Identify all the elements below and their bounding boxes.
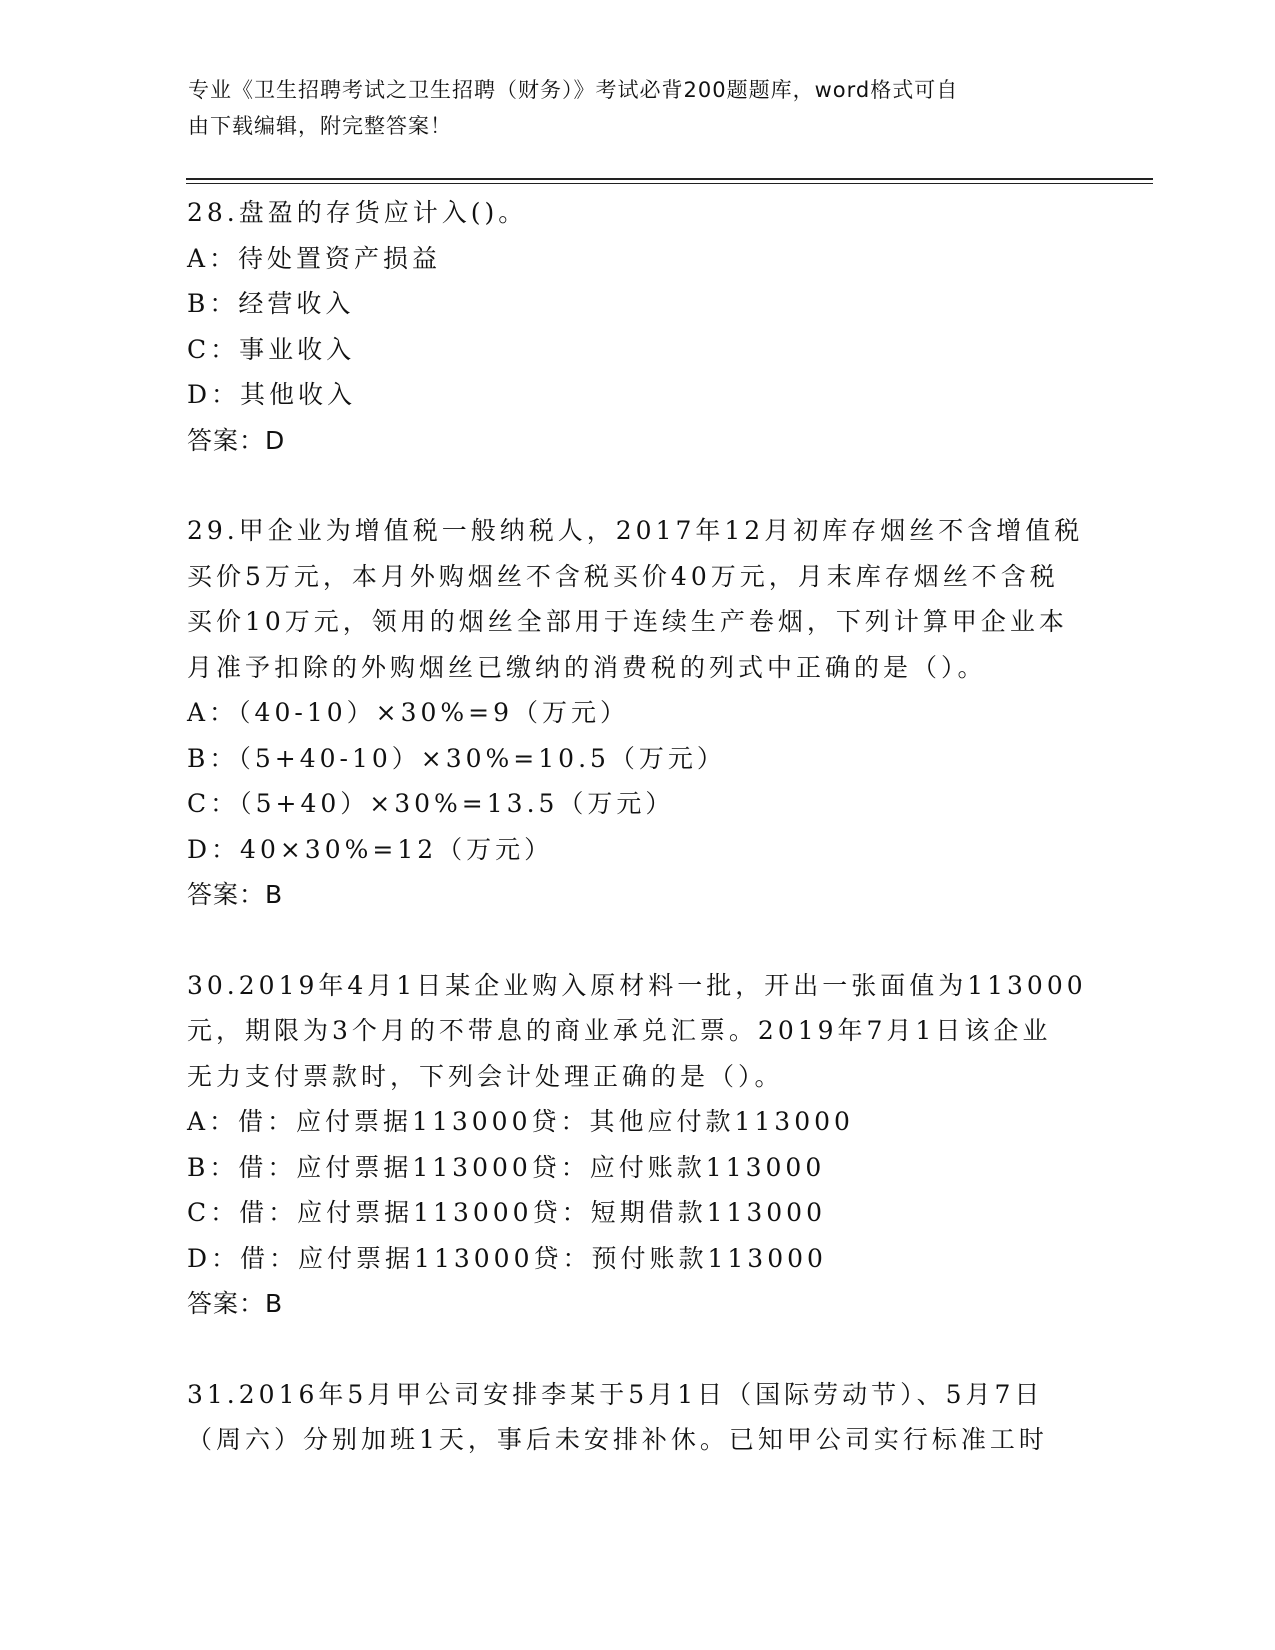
option-d: D：40×30%=12（万元） — [187, 834, 554, 864]
option-b: B：（5+40-10）×30%=10.5（万元） — [187, 743, 726, 773]
question-stem: 31.2016年5月甲公司安排李某于5月1日（国际劳动节）、5月7日 — [187, 1379, 1044, 1409]
question-spacer — [187, 463, 1087, 508]
option-c: C：事业收入 — [187, 334, 356, 364]
question-stem: 月准予扣除的外购烟丝已缴纳的消费税的列式中正确的是（）。 — [187, 652, 987, 682]
option-d: D：其他收入 — [187, 380, 357, 409]
question-stem: 29.甲企业为增值税一般纳税人，2017年12月初库存烟丝不含增值税 — [187, 516, 1084, 545]
question-stem: 元，期限为3个月的不带息的商业承兑汇票。2019年7月1日该企业 — [187, 1016, 1052, 1045]
question-29 — [187, 508, 1087, 918]
document-header — [188, 72, 1068, 144]
option-b: B：借：应付票据113000贷：应付账款113000 — [187, 1152, 826, 1182]
option-a: A：（40-10）×30%=9（万元） — [187, 698, 629, 727]
option-a: A：待处置资产损益 — [187, 243, 442, 273]
question-28 — [187, 190, 1087, 463]
answer-label: 答案：D — [187, 425, 286, 455]
question-spacer — [187, 918, 1087, 963]
question-stem: 买价5万元，本月外购烟丝不含税买价40万元，月末库存烟丝不含税 — [187, 561, 1059, 591]
header-divider-thin — [186, 183, 1153, 184]
answer-label: 答案：B — [187, 1289, 284, 1318]
header-divider-thick — [186, 178, 1153, 180]
option-d: D：借：应付票据113000贷：预付账款113000 — [187, 1243, 827, 1273]
question-stem: （周六）分别加班1天，事后未安排补休。已知甲公司实行标准工时 — [187, 1425, 1048, 1454]
option-c: C：（5+40）×30%=13.5（万元） — [187, 789, 675, 818]
question-list — [187, 190, 1087, 1463]
question-stem: 30.2019年4月1日某企业购入原材料一批，开出一张面值为113000 — [187, 970, 1087, 1000]
question-31 — [187, 1372, 1087, 1463]
question-stem: 买价10万元，领用的烟丝全部用于连续生产卷烟，下列计算甲企业本 — [187, 607, 1068, 636]
question-30 — [187, 963, 1087, 1327]
header-line-2: 由下载编辑，附完整答案！ — [188, 114, 452, 138]
option-a: A：借：应付票据113000贷：其他应付款113000 — [187, 1107, 854, 1136]
question-spacer — [187, 1327, 1087, 1372]
option-c: C：借：应付票据113000贷：短期借款113000 — [187, 1198, 826, 1227]
option-b: B：经营收入 — [187, 289, 355, 318]
question-stem: 28.盘盈的存货应计入()。 — [187, 198, 528, 227]
answer-label: 答案：B — [187, 880, 284, 909]
question-stem: 无力支付票款时，下列会计处理正确的是（）。 — [187, 1061, 784, 1091]
header-line-1: 专业《卫生招聘考试之卫生招聘（财务）》考试必背200题题库，word格式可自 — [188, 78, 959, 102]
